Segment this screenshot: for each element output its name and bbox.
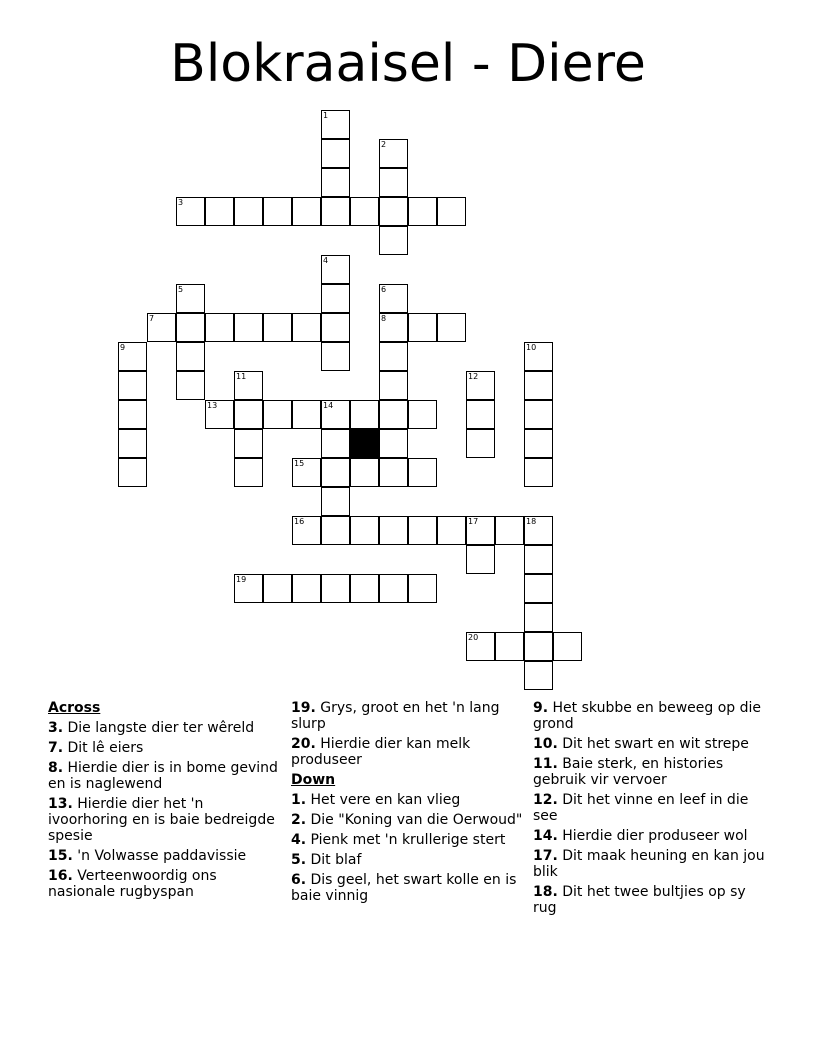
cell-number: 12: [468, 372, 479, 381]
grid-cell[interactable]: [553, 632, 582, 661]
grid-cell[interactable]: [524, 342, 553, 371]
clue-across-19: 19. Grys, groot en het 'n lang slurp: [291, 700, 500, 732]
grid-cell[interactable]: [292, 458, 321, 487]
grid-cell[interactable]: [524, 429, 553, 458]
grid-cell[interactable]: [524, 516, 553, 545]
grid-cell[interactable]: [408, 516, 437, 545]
grid-cell[interactable]: [292, 400, 321, 429]
cell-number: 7: [149, 314, 155, 323]
grid-cell[interactable]: [408, 574, 437, 603]
cell-number: 6: [381, 285, 387, 294]
grid-cell[interactable]: [379, 400, 408, 429]
clue-down-10: 10. Dit het swart en wit strepe: [533, 736, 749, 752]
grid-cell[interactable]: [321, 487, 350, 516]
cell-number: 9: [120, 343, 126, 352]
grid-cell[interactable]: [437, 516, 466, 545]
clue-across-13: 13. Hierdie dier het 'n ivoorhoring en is baie bedreigde spesie: [48, 796, 275, 844]
grid-cell[interactable]: [350, 197, 379, 226]
grid-cell[interactable]: [379, 371, 408, 400]
grid-cell[interactable]: [466, 371, 495, 400]
grid-cell[interactable]: [118, 342, 147, 371]
cell-number: 19: [236, 575, 247, 584]
grid-cell[interactable]: [234, 197, 263, 226]
clue-column-1: [48, 700, 284, 904]
grid-cell[interactable]: [321, 429, 350, 458]
cell-number: 20: [468, 633, 479, 642]
grid-cell[interactable]: [524, 400, 553, 429]
grid-cell[interactable]: [379, 284, 408, 313]
cell-number: 4: [323, 256, 329, 265]
down-heading: Down: [291, 772, 336, 788]
grid-cell[interactable]: [321, 342, 350, 371]
grid-cell[interactable]: [234, 400, 263, 429]
grid-cell[interactable]: [379, 516, 408, 545]
grid-cell[interactable]: [524, 661, 553, 690]
cell-number: 15: [294, 459, 305, 468]
grid-cell[interactable]: [263, 197, 292, 226]
grid-cell[interactable]: [321, 574, 350, 603]
grid-cell[interactable]: [176, 371, 205, 400]
grid-cell[interactable]: [321, 313, 350, 342]
grid-cell[interactable]: [234, 371, 263, 400]
grid-cell[interactable]: [176, 197, 205, 226]
clue-across-15: 15. 'n Volwasse paddavissie: [48, 848, 247, 864]
grid-cell[interactable]: [176, 313, 205, 342]
grid-cell[interactable]: [118, 458, 147, 487]
cell-number: 10: [526, 343, 537, 352]
cell-number: 8: [381, 314, 387, 323]
cell-number: 1: [323, 111, 329, 120]
grid-cell[interactable]: [321, 110, 350, 139]
grid-cell[interactable]: [321, 255, 350, 284]
grid-cell[interactable]: [350, 516, 379, 545]
grid-cell[interactable]: [495, 632, 524, 661]
clue-column-2: [291, 700, 527, 908]
grid-cell[interactable]: [524, 574, 553, 603]
grid-cell[interactable]: [379, 139, 408, 168]
grid-cell[interactable]: [437, 197, 466, 226]
grid-cell[interactable]: [292, 574, 321, 603]
grid-cell[interactable]: [176, 284, 205, 313]
grid-cell[interactable]: [263, 574, 292, 603]
grid-cell[interactable]: [408, 197, 437, 226]
clue-down-18: 18. Dit het twee bultjies op sy rug: [533, 884, 746, 916]
grid-cell[interactable]: [321, 458, 350, 487]
clue-down-17: 17. Dit maak heuning en kan jou blik: [533, 848, 765, 880]
grid-cell[interactable]: [350, 574, 379, 603]
grid-cell[interactable]: [524, 632, 553, 661]
grid-cell[interactable]: [292, 313, 321, 342]
grid-cell[interactable]: [466, 545, 495, 574]
grid-cell[interactable]: [524, 371, 553, 400]
clue-down-9: 9. Het skubbe en beweeg op die grond: [533, 700, 762, 732]
grid-cell[interactable]: [379, 313, 408, 342]
grid-cell[interactable]: [176, 342, 205, 371]
page-title: Blokraaisel - Diere: [170, 34, 646, 94]
grid-cell[interactable]: [263, 400, 292, 429]
grid-cell[interactable]: [321, 197, 350, 226]
cell-number: 5: [178, 285, 184, 294]
grid-cell[interactable]: [495, 516, 524, 545]
grid-cell[interactable]: [350, 400, 379, 429]
grid-cell[interactable]: [379, 429, 408, 458]
grid-cell[interactable]: [321, 139, 350, 168]
grid-cell[interactable]: [466, 400, 495, 429]
clue-down-11: 11. Baie sterk, en histories gebruik vir vervoer: [533, 756, 724, 788]
grid-cell[interactable]: [379, 458, 408, 487]
cell-number: 16: [294, 517, 305, 526]
cell-number: 17: [468, 517, 479, 526]
grid-cell[interactable]: [263, 313, 292, 342]
grid-cell[interactable]: [379, 574, 408, 603]
grid-cell[interactable]: [466, 632, 495, 661]
black-cell: [350, 429, 379, 458]
grid-cell[interactable]: [379, 342, 408, 371]
grid-cell[interactable]: [524, 545, 553, 574]
clue-across-16: 16. Verteenwoordig ons nasionale rugbyspan: [48, 868, 217, 900]
grid-cell[interactable]: [292, 197, 321, 226]
cell-number: 2: [381, 140, 387, 149]
grid-cell[interactable]: [321, 168, 350, 197]
clue-across-20: 20. Hierdie dier kan melk produseer: [291, 736, 471, 768]
clue-down-6: 6. Dis geel, het swart kolle en is baie vinnig: [291, 872, 517, 904]
grid-cell[interactable]: [379, 197, 408, 226]
clue-down-14: 14. Hierdie dier produseer wol: [533, 828, 748, 844]
grid-cell[interactable]: [234, 429, 263, 458]
grid-cell[interactable]: [379, 226, 408, 255]
grid-cell[interactable]: [118, 371, 147, 400]
grid-cell[interactable]: [466, 516, 495, 545]
grid-cell[interactable]: [234, 313, 263, 342]
clue-down-1: 1. Het vere en kan vlieg: [291, 792, 461, 808]
clue-across-3: 3. Die langste dier ter wêreld: [48, 720, 255, 736]
grid-cell[interactable]: [147, 313, 176, 342]
grid-cell[interactable]: [321, 400, 350, 429]
grid-cell[interactable]: [524, 458, 553, 487]
across-heading: Across: [48, 700, 101, 716]
clue-down-12: 12. Dit het vinne en leef in die see: [533, 792, 749, 824]
grid-cell[interactable]: [205, 400, 234, 429]
grid-cell[interactable]: [408, 458, 437, 487]
clue-down-4: 4. Pienk met 'n krullerige stert: [291, 832, 506, 848]
grid-cell[interactable]: [408, 400, 437, 429]
grid-cell[interactable]: [524, 603, 553, 632]
cell-number: 3: [178, 198, 184, 207]
grid-cell[interactable]: [437, 313, 466, 342]
clue-down-5: 5. Dit blaf: [291, 852, 362, 868]
grid-cell[interactable]: [234, 574, 263, 603]
grid-cell[interactable]: [321, 516, 350, 545]
grid-cell[interactable]: [321, 284, 350, 313]
grid-cell[interactable]: [379, 168, 408, 197]
grid-cell[interactable]: [118, 400, 147, 429]
grid-cell[interactable]: [466, 429, 495, 458]
clue-across-7: 7. Dit lê eiers: [48, 740, 144, 756]
cell-number: 13: [207, 401, 218, 410]
grid-cell[interactable]: [118, 429, 147, 458]
grid-cell[interactable]: [408, 313, 437, 342]
cell-number: 11: [236, 372, 247, 381]
grid-cell[interactable]: [292, 516, 321, 545]
clue-down-2: 2. Die "Koning van die Oerwoud": [291, 812, 523, 828]
grid-cell[interactable]: [350, 458, 379, 487]
grid-cell[interactable]: [205, 197, 234, 226]
clue-across-8: 8. Hierdie dier is in bome gevind en is naglewend: [48, 760, 278, 792]
cell-number: 18: [526, 517, 537, 526]
grid-cell[interactable]: [205, 313, 234, 342]
clue-column-3: [533, 700, 769, 920]
cell-number: 14: [323, 401, 334, 410]
grid-cell[interactable]: [234, 458, 263, 487]
